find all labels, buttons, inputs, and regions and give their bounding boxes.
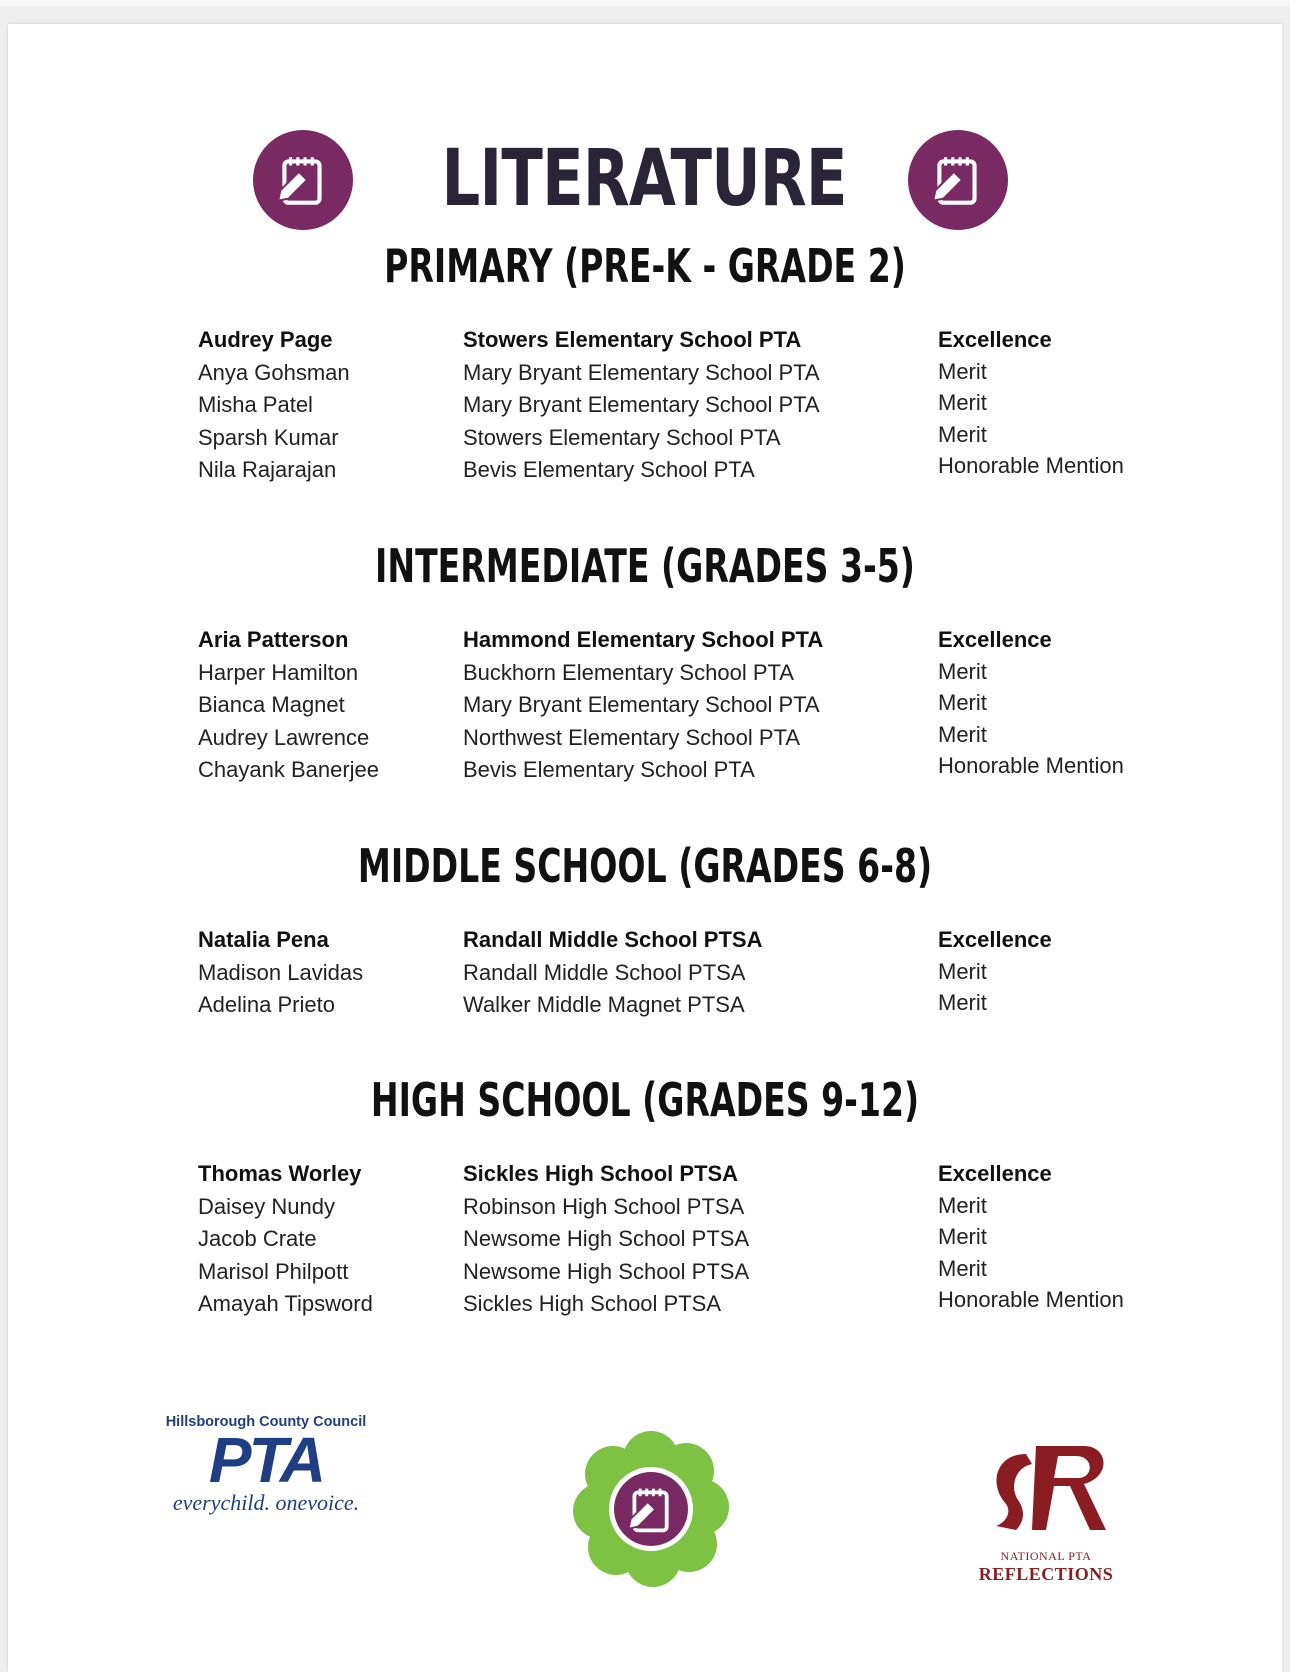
student-name: Bianca Magnet — [198, 692, 345, 717]
award-level: Merit — [938, 958, 987, 984]
award-level: Merit — [938, 358, 987, 384]
school-name: Stowers Elementary School PTA — [463, 327, 802, 352]
student-name: Aria Patterson — [198, 627, 349, 652]
schools-column-middle-school — [463, 924, 923, 1022]
school-name: Robinson High School PTSA — [463, 1193, 745, 1219]
school-name: Hammond Elementary School PTA — [463, 627, 824, 652]
student-name: Jacob Crate — [198, 1226, 317, 1251]
school-name: Mary Bryant Elementary School PTA — [463, 692, 820, 717]
page-title: LITERATURE — [441, 134, 847, 224]
school-name: Newsome High School PTSA — [463, 1226, 750, 1251]
flower-icon — [561, 1419, 741, 1599]
pta-wordmark: PTA — [208, 1424, 324, 1496]
student-name: Chayank Banerjee — [198, 757, 380, 782]
school-name: Buckhorn Elementary School PTA — [463, 659, 794, 685]
reflections-r-emblem-icon — [966, 1434, 1126, 1544]
award-level: Honorable Mention — [938, 1287, 1124, 1312]
student-name: Anya Gohsman — [198, 359, 350, 385]
notepad-pencil-icon — [908, 130, 1008, 230]
names-column-intermediate — [198, 624, 438, 787]
names-column-middle-school — [198, 924, 438, 1022]
schools-column-primary — [463, 324, 923, 487]
school-name: Mary Bryant Elementary School PTA — [463, 392, 820, 417]
award-level: Merit — [938, 990, 987, 1015]
award-level: Excellence — [938, 327, 1052, 352]
award-level: Excellence — [938, 1161, 1052, 1186]
schools-column-high-school — [463, 1158, 923, 1321]
student-name: Harper Hamilton — [198, 659, 359, 685]
award-level: Honorable Mention — [938, 753, 1124, 778]
awards-column-primary — [938, 324, 1198, 482]
awards-column-high-school — [938, 1158, 1198, 1316]
student-name: Amayah Tipsword — [198, 1291, 373, 1316]
reflections-logo — [966, 1434, 1126, 1584]
section-heading-primary: PRIMARY (PRE-K - GRADE 2) — [384, 239, 906, 293]
school-name: Bevis Elementary School PTA — [463, 757, 755, 782]
flower-notepad-logo — [561, 1419, 741, 1599]
names-column-high-school — [198, 1158, 438, 1321]
student-name: Madison Lavidas — [198, 959, 364, 985]
student-name: Sparsh Kumar — [198, 424, 339, 450]
school-name: Walker Middle Magnet PTSA — [463, 992, 745, 1017]
student-name: Adelina Prieto — [198, 992, 335, 1017]
section-heading-high-school: HIGH SCHOOL (GRADES 9-12) — [370, 1073, 920, 1127]
student-name: Audrey Lawrence — [198, 724, 370, 750]
school-name: Sickles High School PTSA — [463, 1291, 721, 1316]
award-level: Merit — [938, 421, 987, 447]
award-level: Merit — [938, 1192, 987, 1218]
awards-column-middle-school — [938, 924, 1198, 1019]
student-name: Marisol Philpott — [198, 1258, 349, 1284]
schools-column-intermediate — [463, 624, 923, 787]
school-name: Randall Middle School PTSA — [463, 959, 746, 985]
school-name: Sickles High School PTSA — [463, 1161, 739, 1186]
award-level: Merit — [938, 1224, 987, 1249]
student-name: Daisey Nundy — [198, 1193, 335, 1219]
school-name: Northwest Elementary School PTA — [463, 724, 801, 750]
school-name: Randall Middle School PTSA — [463, 927, 763, 952]
award-level: Excellence — [938, 627, 1052, 652]
notepad-pencil-icon-graphic — [927, 149, 989, 211]
school-name: Newsome High School PTSA — [463, 1258, 750, 1284]
award-level: Merit — [938, 658, 987, 684]
reflections-wordmark: REFLECTIONS — [978, 1564, 1114, 1584]
school-name: Stowers Elementary School PTA — [463, 424, 781, 450]
student-name: Audrey Page — [198, 327, 333, 352]
award-level: Merit — [938, 690, 987, 715]
names-column-primary — [198, 324, 438, 487]
top-strip — [0, 0, 1290, 6]
student-name: Thomas Worley — [198, 1161, 362, 1186]
student-name: Natalia Pena — [198, 927, 329, 952]
section-heading-middle-school: MIDDLE SCHOOL (GRADES 6-8) — [357, 839, 933, 893]
school-name: Mary Bryant Elementary School PTA — [463, 359, 820, 385]
award-level: Merit — [938, 390, 987, 415]
student-name: Nila Rajarajan — [198, 457, 337, 482]
reflections-national-pta: NATIONAL PTA — [1000, 1549, 1092, 1563]
pta-council-name: Hillsborough County Council — [165, 1414, 367, 1430]
award-level: Honorable Mention — [938, 453, 1124, 478]
school-name: Bevis Elementary School PTA — [463, 457, 755, 482]
pta-council-logo — [136, 1414, 396, 1554]
pta-tagline: everychild. onevoice. — [172, 1490, 360, 1515]
section-heading-intermediate: INTERMEDIATE (GRADES 3-5) — [375, 539, 915, 593]
document-page — [8, 24, 1282, 1672]
award-level: Excellence — [938, 927, 1052, 952]
student-name: Misha Patel — [198, 392, 313, 417]
award-level: Merit — [938, 1255, 987, 1281]
title-row — [8, 124, 1282, 234]
awards-column-intermediate — [938, 624, 1198, 782]
award-level: Merit — [938, 721, 987, 747]
